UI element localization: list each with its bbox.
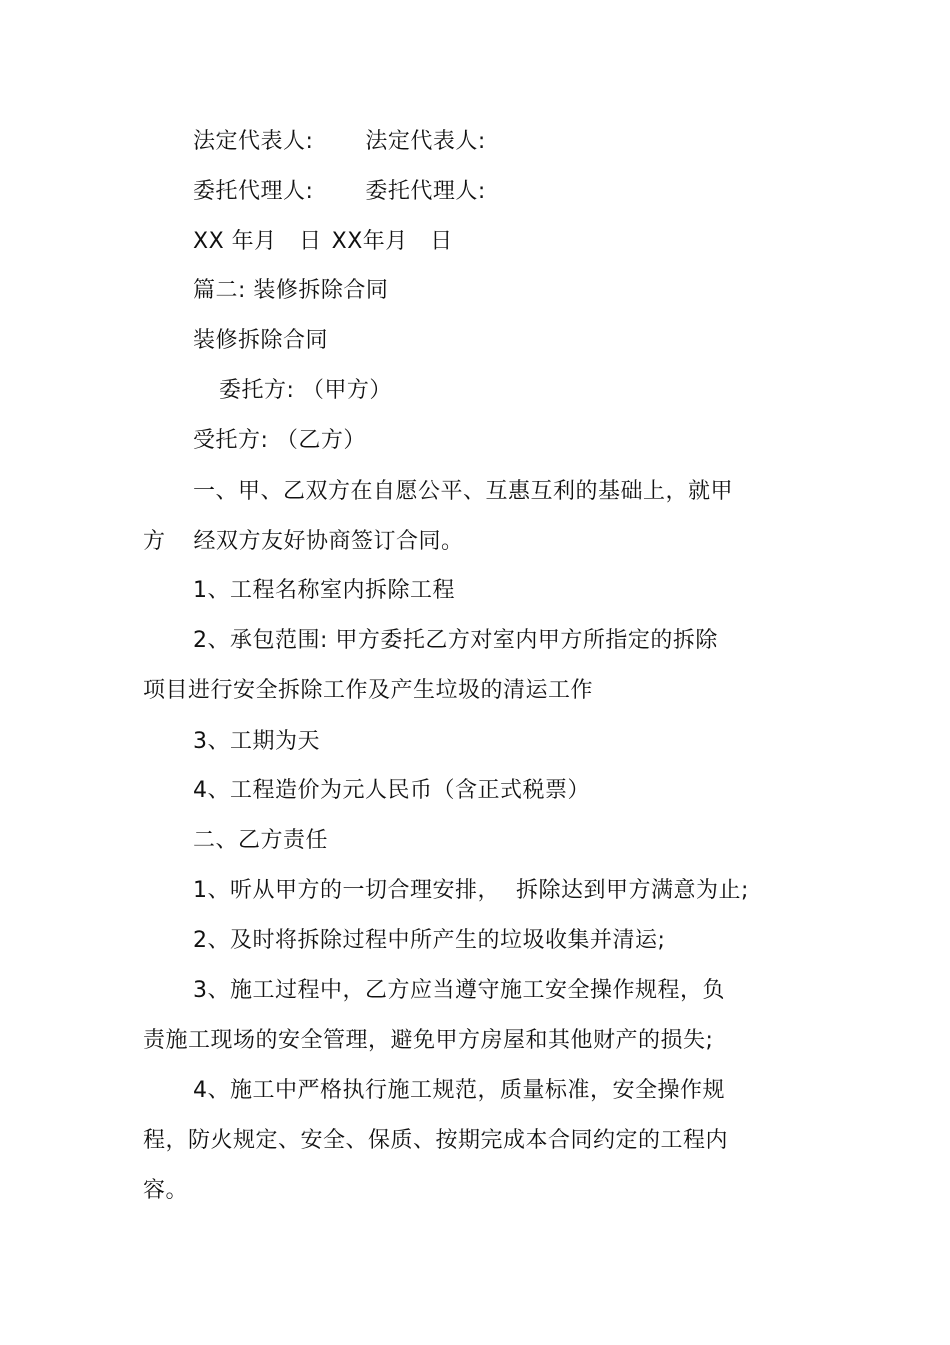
responsibility-4-line-3: 容。 [143, 1178, 189, 1203]
item-4: 4、工程造价为元人民币（含正式税票） [193, 778, 590, 803]
responsibility-1-part-a: 1、听从甲方的一切合理安排， [193, 878, 500, 903]
item-2-line-2: 项目进行安全拆除工作及产生垃圾的清运工作 [143, 678, 594, 703]
signature-legal-rep-row [193, 127, 486, 157]
principal-party: 委托方: （甲方） [219, 378, 392, 403]
clause-one-line-2-rest: 经双方友好协商签订合同。 [193, 529, 464, 554]
clause-one-line-2 [143, 527, 464, 557]
signature-date-row [193, 227, 453, 257]
responsibility-1-part-b: 拆除达到甲方满意为止; [516, 878, 749, 903]
item-1: 1、工程名称室内拆除工程 [193, 578, 455, 603]
section-heading: 篇二: 装修拆除合同 [193, 278, 389, 303]
item-3: 3、工期为天 [193, 729, 320, 754]
section-two-heading: 二、乙方责任 [193, 828, 329, 853]
legal-rep-label-b: 法定代表人: [365, 129, 486, 154]
responsibility-3-line-1: 3、施工过程中，乙方应当遵守施工安全操作规程，负 [193, 978, 725, 1003]
date-label-b: XX年月 日 [331, 229, 453, 254]
responsibility-3-line-2: 责施工现场的安全管理，避免甲方房屋和其他财产的损失; [143, 1028, 714, 1053]
responsibility-2: 2、及时将拆除过程中所产生的垃圾收集并清运; [193, 928, 666, 953]
clause-one-line-2-start: 方 [143, 529, 166, 554]
agent-label-a: 委托代理人: [193, 179, 314, 204]
date-label-a: XX 年月 日 [193, 229, 322, 254]
item-2-line-1: 2、承包范围: 甲方委托乙方对室内甲方所指定的拆除 [193, 628, 718, 653]
contract-title: 装修拆除合同 [193, 328, 329, 353]
legal-rep-label-a: 法定代表人: [193, 129, 314, 154]
clause-one-line-1: 一、甲、乙双方在自愿公平、互惠互利的基础上，就甲 [193, 479, 734, 504]
responsibility-4-line-1: 4、施工中严格执行施工规范，质量标准，安全操作规 [193, 1078, 725, 1103]
agent-label-b: 委托代理人: [365, 179, 486, 204]
responsibility-1 [193, 876, 749, 906]
responsibility-4-line-2: 程，防火规定、安全、保质、按期完成本合同约定的工程内 [143, 1128, 729, 1153]
trustee-party: 受托方: （乙方） [193, 428, 366, 453]
signature-agent-row [193, 177, 486, 207]
